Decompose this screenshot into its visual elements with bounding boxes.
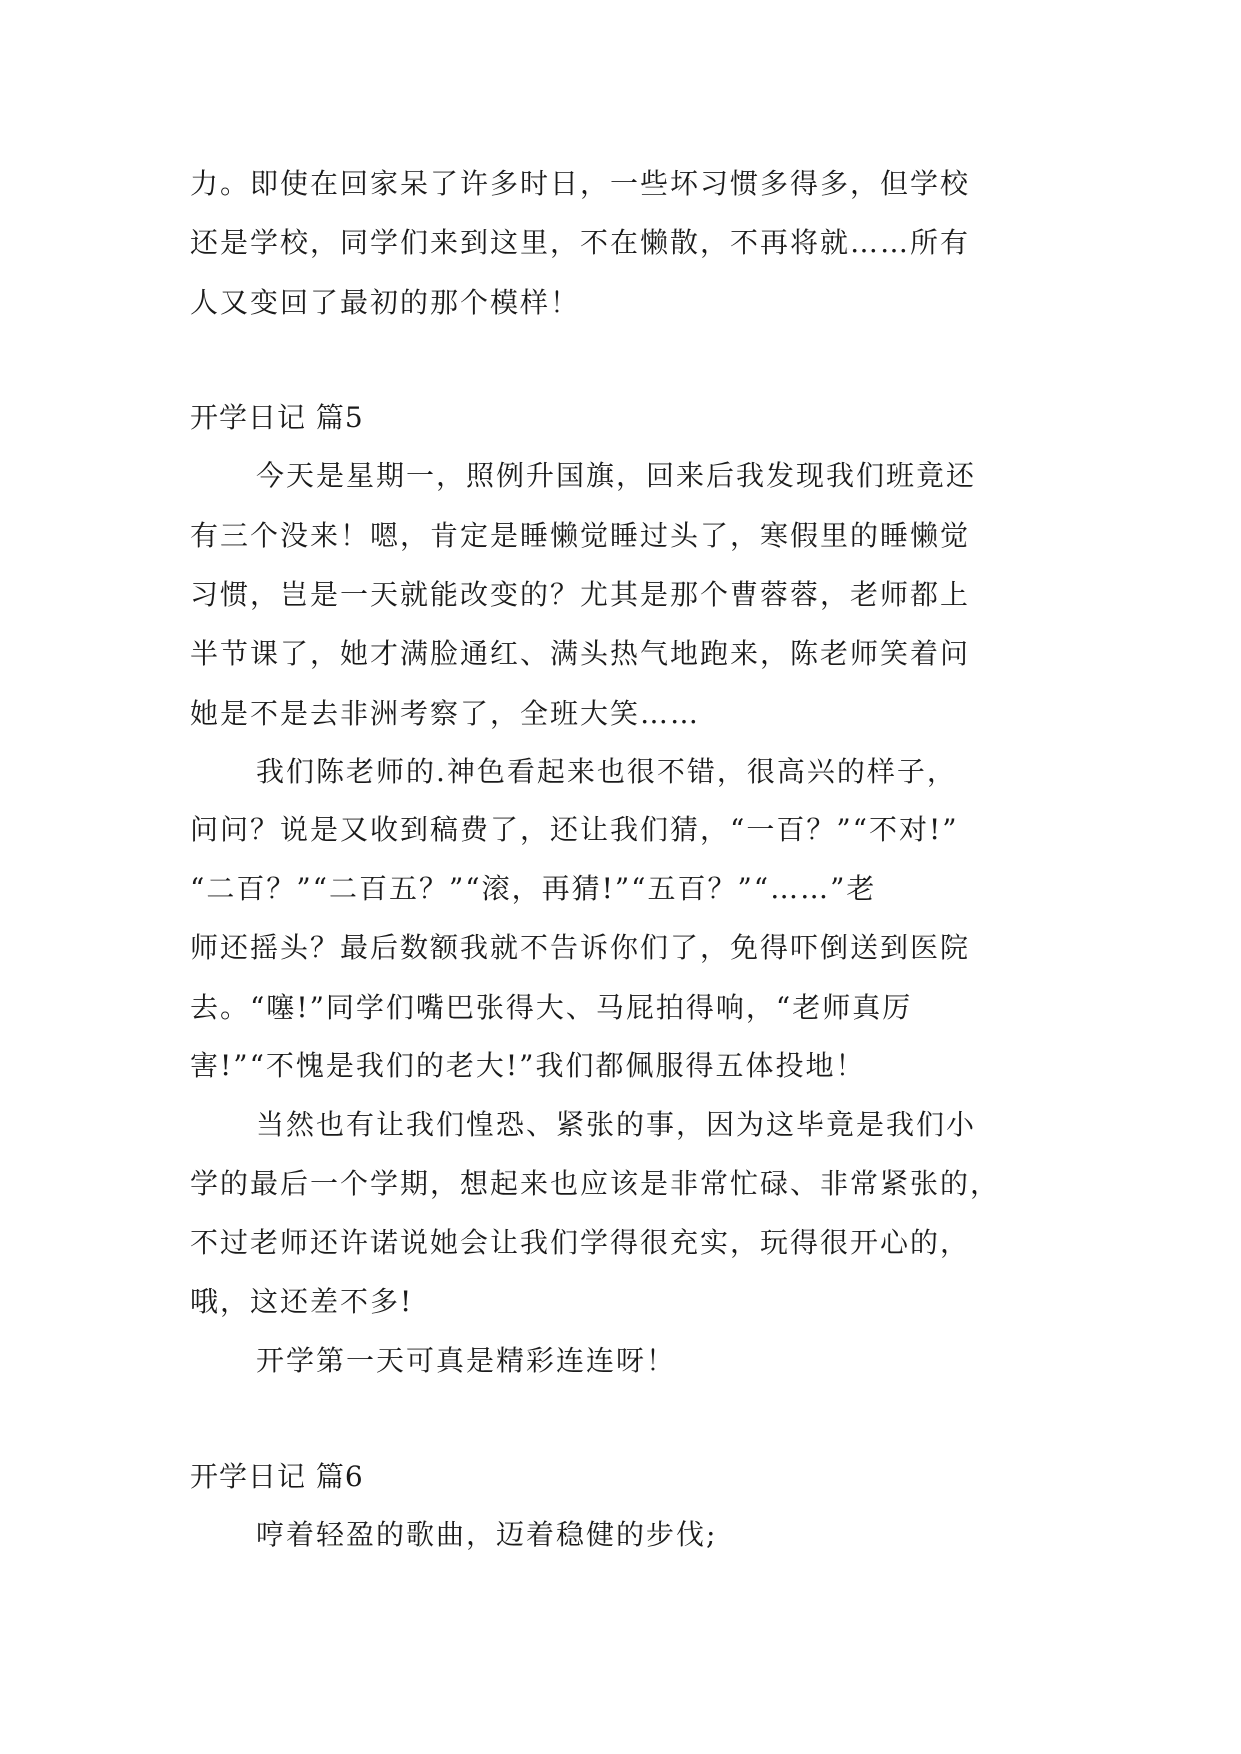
section-heading-5: 开学日记 篇5 [190,401,364,434]
paragraph-line: 害!”“不愧是我们的老大!”我们都佩服得五体投地！ [190,1049,866,1082]
paragraph-line: 力。即使在回家呆了许多时日，一些坏习惯多得多，但学校 [190,167,971,200]
paragraph-line: 不过老师还许诺说她会让我们学得很充实，玩得很开心的， [190,1226,971,1259]
paragraph-line: 哦，这还差不多! [190,1285,414,1318]
paragraph-line: 还是学校，同学们来到这里，不在懒散，不再将就……所有 [190,226,971,259]
paragraph-line: 半节课了，她才满脸通红、满头热气地跑来，陈老师笑着问 [190,637,971,670]
paragraph-line: 学的最后一个学期，想起来也应该是非常忙碌、非常紧张的， [190,1167,1001,1200]
paragraph-line: 哼着轻盈的歌曲，迈着稳健的步伐; [256,1518,718,1551]
paragraph-line: 去。“噻!”同学们嘴巴张得大、马屁拍得响，“老师真厉 [190,991,913,1024]
paragraph-line: “二百？”“二百五？”“滚，再猜!”“五百？”“……”老 [190,872,877,905]
paragraph-line: 今天是星期一，照例升国旗，回来后我发现我们班竟还 [256,459,977,492]
paragraph-line: 人又变回了最初的那个模样！ [190,286,581,319]
paragraph-line: 习惯，岂是一天就能改变的？尤其是那个曹蓉蓉，老师都上 [190,578,971,611]
paragraph-line: 她是不是去非洲考察了，全班大笑…… [190,697,701,730]
paragraph-line: 开学第一天可真是精彩连连呀！ [256,1344,677,1377]
paragraph-line: 有三个没来！嗯，肯定是睡懒觉睡过头了，寒假里的睡懒觉 [190,519,971,552]
paragraph-line: 当然也有让我们惶恐、紧张的事，因为这毕竟是我们小 [256,1108,977,1141]
paragraph-line: 师还摇头？最后数额我就不告诉你们了，免得吓倒送到医院 [190,931,971,964]
section-heading-6: 开学日记 篇6 [190,1460,364,1493]
paragraph-line: 我们陈老师的.神色看起来也很不错，很高兴的样子， [256,755,957,788]
paragraph-line: 问问？说是又收到稿费了，还让我们猜，“一百？”“不对!” [190,813,959,846]
